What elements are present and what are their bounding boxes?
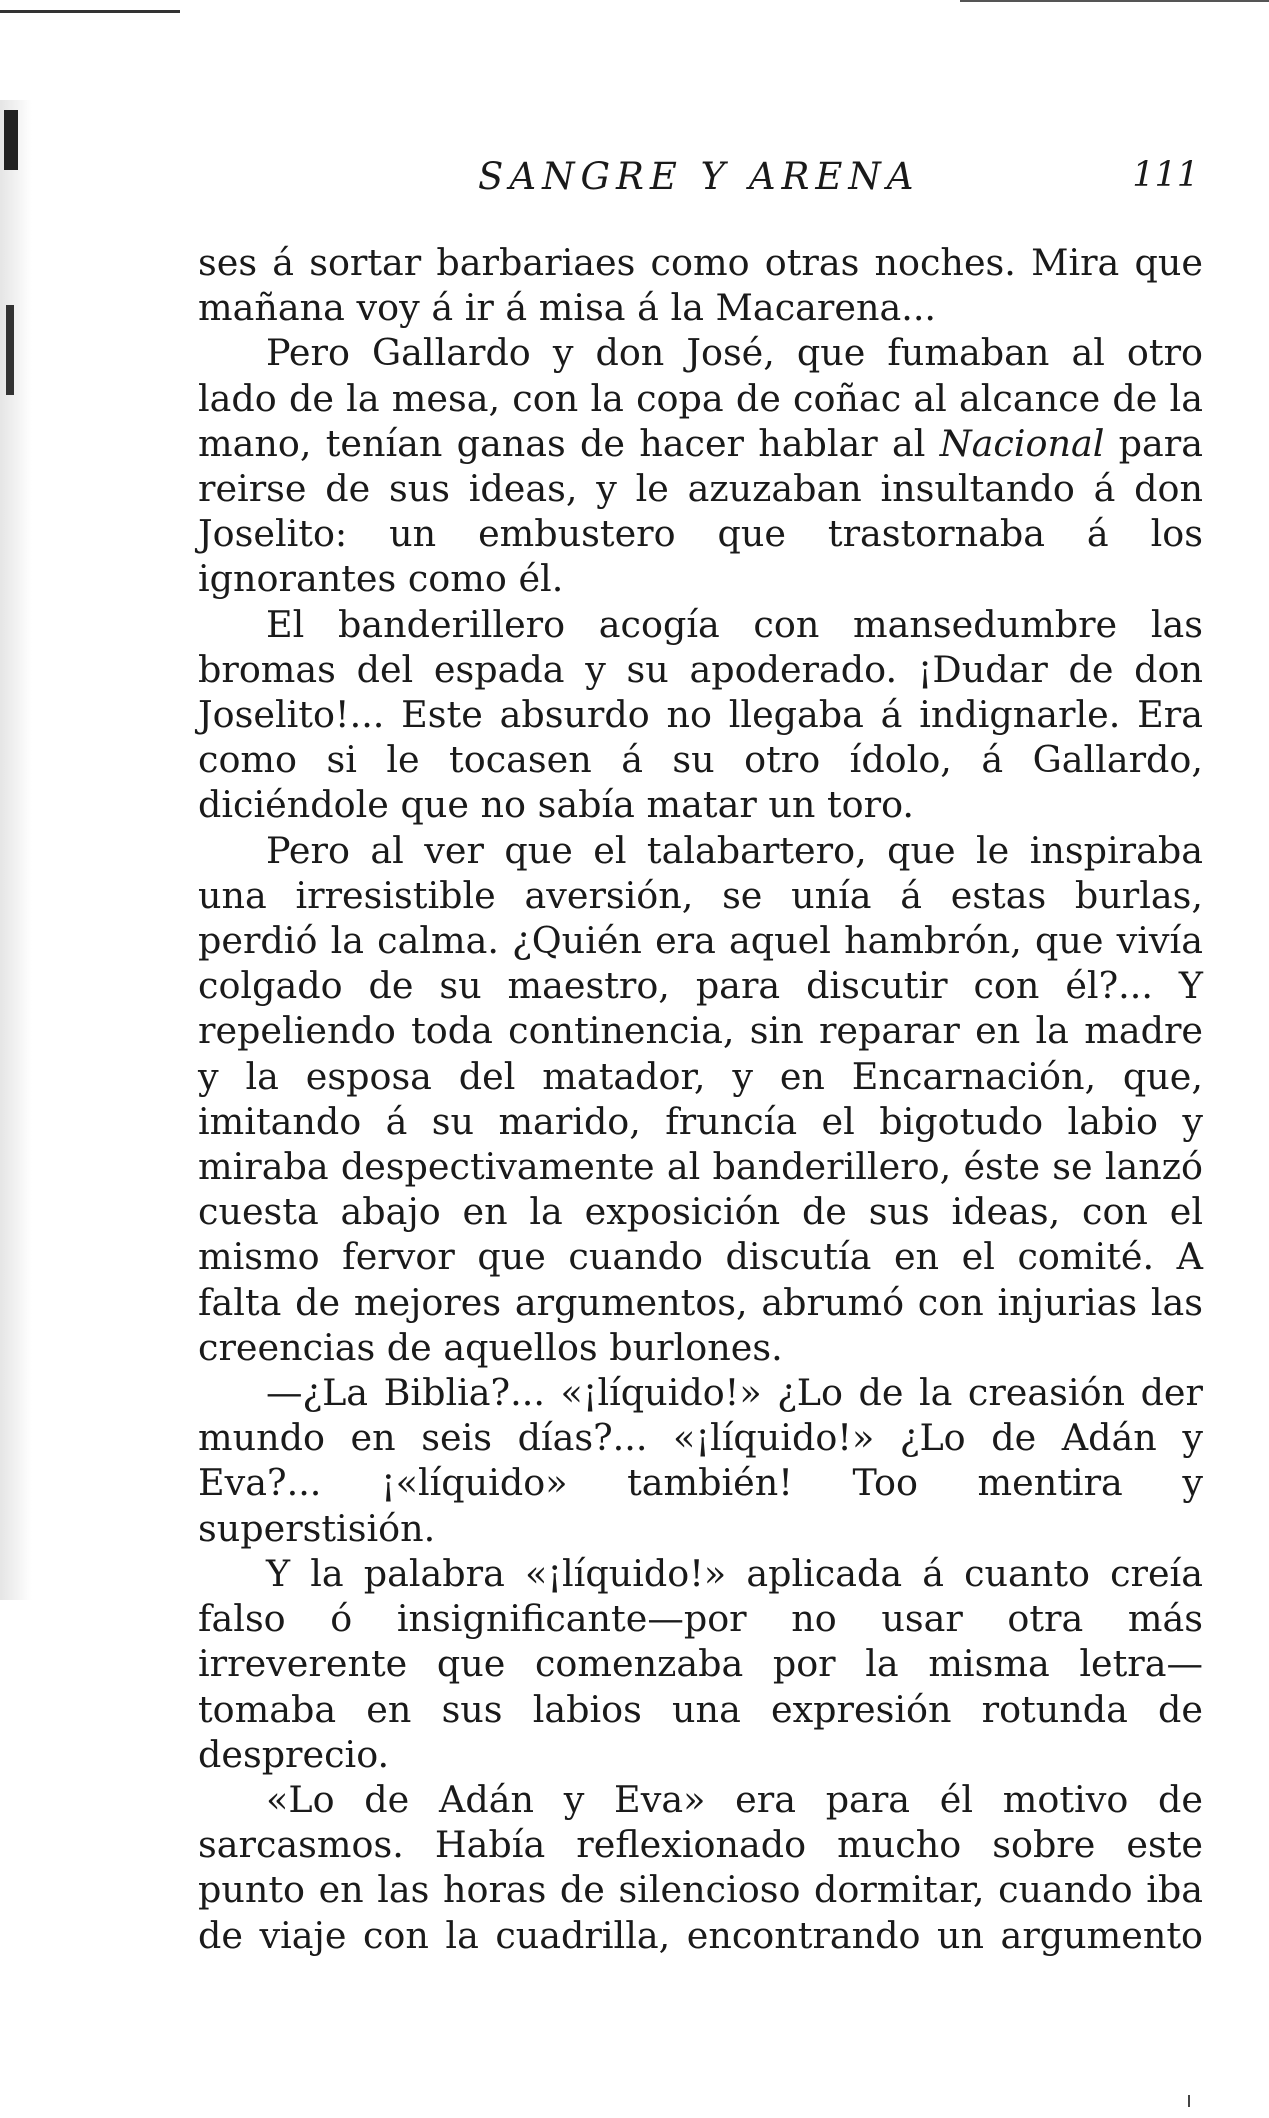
running-title: SANGRE Y ARENA xyxy=(478,155,920,198)
top-edge-rule xyxy=(0,10,180,13)
body-text xyxy=(198,240,1203,1958)
paragraph: Pero Gallardo y don José, que fumaban al otro lado de la mesa, con la copa de coñac al alcance de la mano, tenían ganas de hacer hablar al Nacional para reirse de sus ideas, y le azuzaban insultando á don Joselito: un embustero que trastornaba á los ignorantes como él. xyxy=(198,331,1203,601)
stray-ink-mark xyxy=(1188,2095,1190,2107)
paragraph: Pero al ver que el talabartero, que le inspiraba una irresistible aversión, se unía á estas burlas, perdió la calma. ¿Quién era aquel hambrón, que vivía colgado de su maestro, para discutir con él?... Y repeliendo toda continencia, sin reparar en la madre y la esposa del matador, y en Encarnación, que, imitando á su marido, fruncía el bigotudo labio y miraba despectivamente al banderillero, éste se lanzó cuesta abajo en la exposición de sus ideas, con el mismo fervor que cuando discutía en el comité. A falta de mejores argumentos, abrumó con injurias las creencias de aquellos burlones. xyxy=(198,828,1203,1369)
gutter-mark xyxy=(4,110,18,170)
paragraph-continued: ses á sortar barbariaes como otras noches. Mira que mañana voy á ir á misa á la Macarena... xyxy=(198,241,1203,330)
gutter-mark-lower xyxy=(6,305,14,395)
top-edge-rule-right xyxy=(960,0,1269,2)
paragraph: Y la palabra «¡líquido!» aplicada á cuanto creía falso ó insignificante—por no usar otra más irreverente que comenzaba por la misma letra—tomaba en sus labios una expresión rotunda de desprecio. xyxy=(198,1551,1203,1776)
running-head xyxy=(198,155,1199,203)
paragraph-dialogue: —¿La Biblia?... «¡líquido!» ¿Lo de la creasión der mundo en seis días?... «¡líquido!» ¿Lo de Adán y Eva?... ¡«líquido» también! Too mentira y superstisión. xyxy=(198,1371,1203,1550)
page-number: 111 xyxy=(1132,155,1199,195)
italic-name: Nacional xyxy=(939,421,1105,465)
page-gutter-shadow xyxy=(0,100,32,1600)
paragraph-continues: «Lo de Adán y Eva» era para él motivo de sarcasmos. Había reflexionado mucho sobre este punto en las horas de silencioso dormitar, cuando iba de viaje con la cuadrilla, encontrando un argumento xyxy=(198,1777,1203,1957)
paragraph: El banderillero acogía con mansedumbre las bromas del espada y su apoderado. ¡Dudar de don Joselito!... Este absurdo no llegaba á indignarle. Era como si le tocasen á su otro ídolo, á Gallardo, diciéndole que no sabía matar un toro. xyxy=(198,602,1203,827)
